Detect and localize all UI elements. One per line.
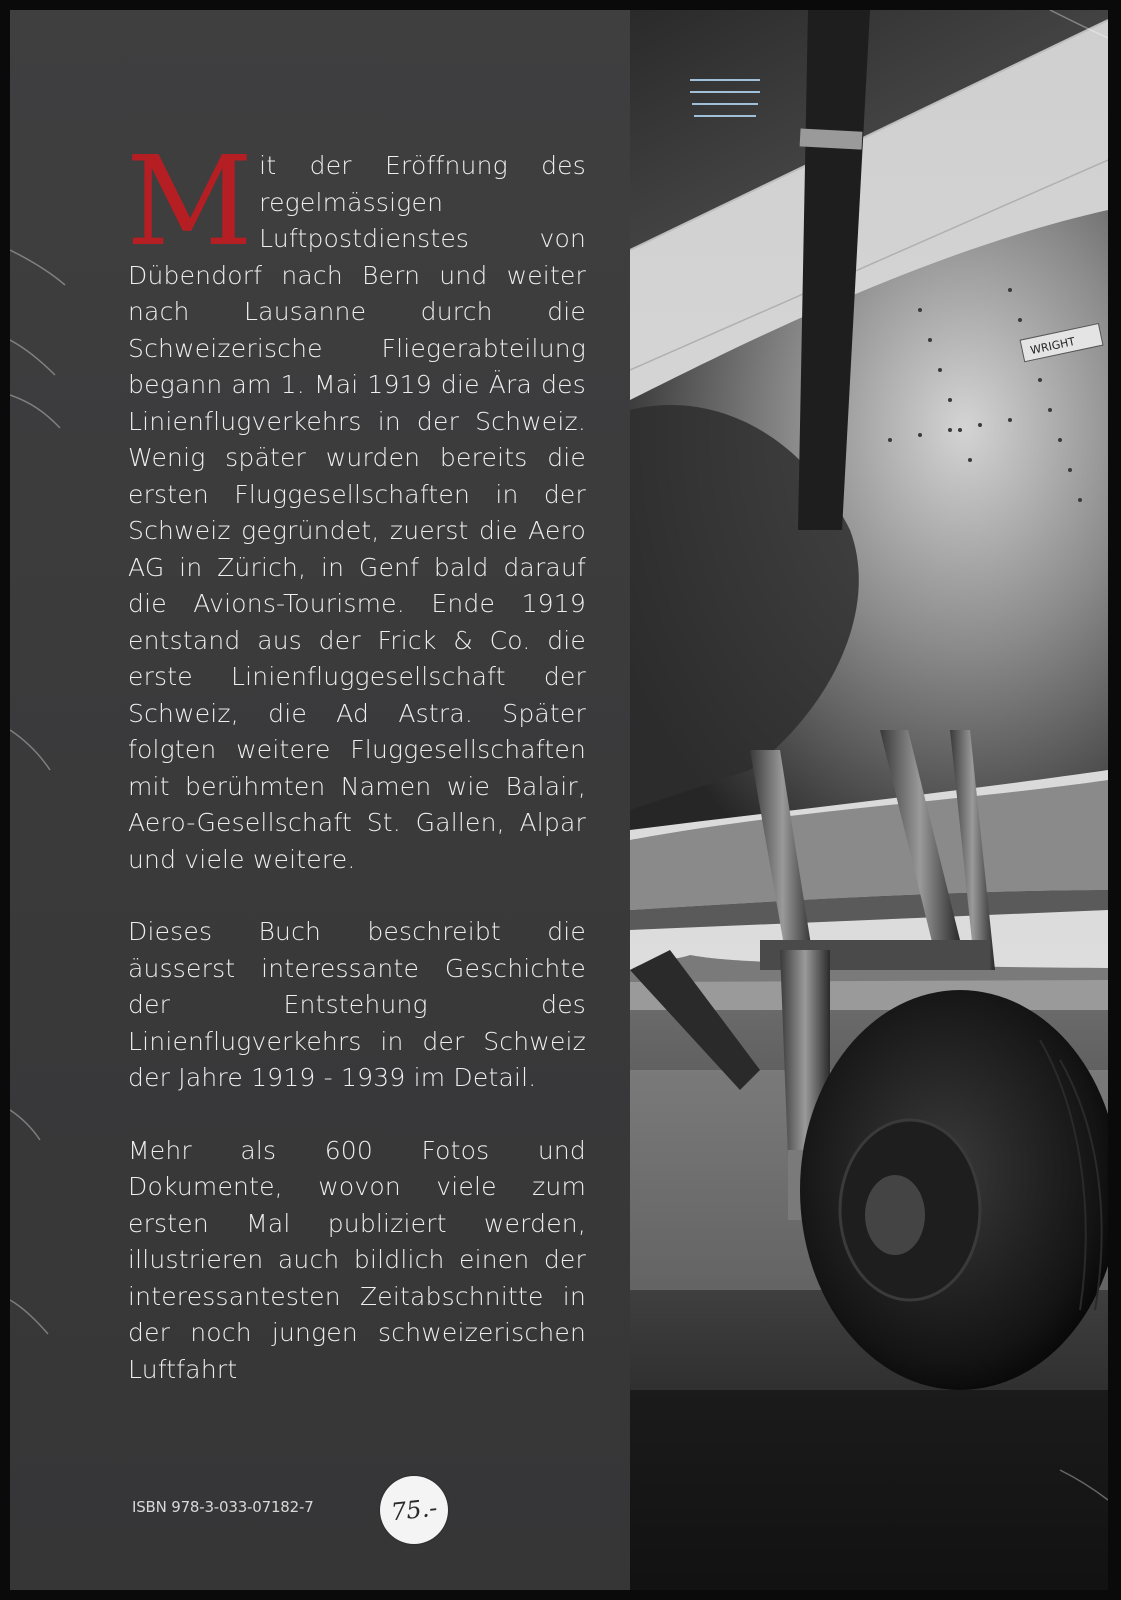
blurb-paragraph-3: Mehr als 600 Fotos und Dokumente, wovon viele zum ersten Mal publiziert werden, illustrieren auch bildlich einen der interessantesten Zeitabschnitte in der noch jungen schweizerischen Luftfahrt	[128, 1135, 586, 1384]
book-back-cover	[10, 10, 1108, 1590]
aircraft-photo	[630, 10, 1108, 1590]
blurb	[126, 130, 586, 1424]
blurb-paragraph-1-text: it der Eröffnung des regelmässigen Luftpostdienstes von Dübendorf nach Bern und weiter nach Lausanne durch die Schweizerische Fliegerabteilung begann am 1. Mai 1919 die Ära des Linienflugverkehrs in der Schweiz. Wenig später wurden bereits die ersten Fluggesellschaften in der Schweiz gegründet, zuerst die Aero AG in Zürich, in Genf bald darauf die Avions-Tourisme. Ende 1919 entstand aus der Frick & Co. die erste Linienfluggesellschaft der Schweiz, die Ad Astra. Später folgten weitere Fluggesellschaften mit berühmten Namen wie Balair, Aero-Gesellschaft St. Gallen, Alpar und viele weitere.	[128, 151, 586, 874]
text-panel	[10, 10, 630, 1590]
price-sticker	[380, 1476, 448, 1544]
blurb-paragraph-1	[126, 130, 586, 878]
isbn-number: ISBN 978-3-033-07182-7	[132, 1498, 314, 1516]
aircraft-landing-gear-illustration	[630, 10, 1108, 1590]
price-sticker-text: 75.-	[389, 1493, 439, 1527]
ground-shadow	[630, 1390, 1108, 1590]
blurb-paragraph-2: Dieses Buch beschreibt die äusserst interessante Geschichte der Entstehung des Linienflugverkehrs in der Schweiz der Jahre 1919 - 1939 im Detail.	[128, 917, 586, 1092]
engine-label-text: WRIGHT	[1029, 334, 1077, 358]
strut-clamp	[800, 128, 863, 149]
wheel-center	[865, 1175, 925, 1255]
drop-cap: M	[126, 130, 254, 274]
